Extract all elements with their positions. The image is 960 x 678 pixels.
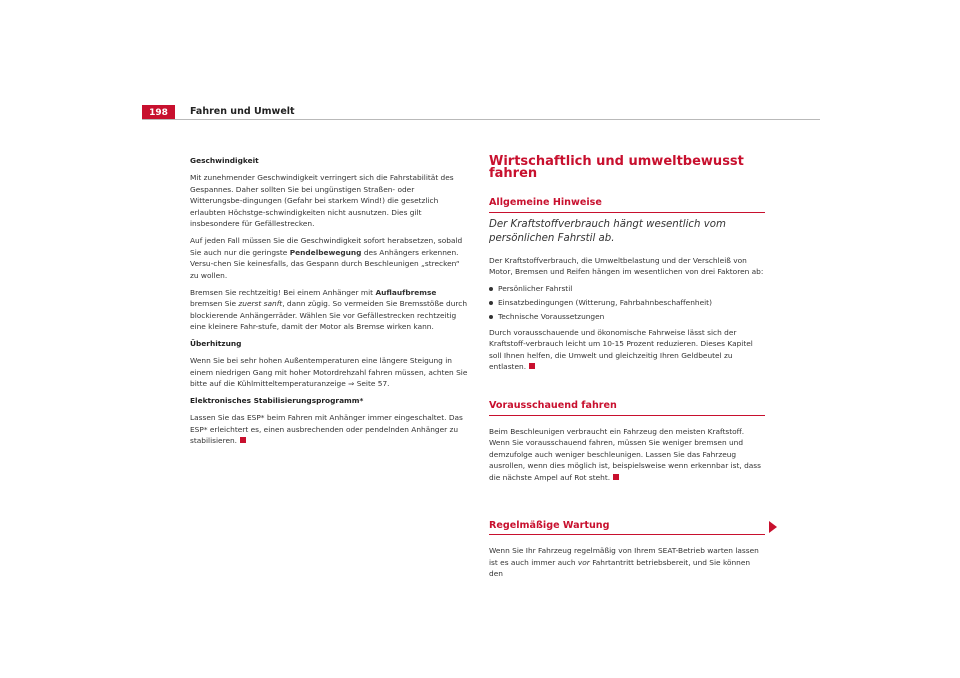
bold-term: Pendelbewegung [289,247,362,257]
esp-paragraph [190,412,468,447]
section-heading-maintenance: Regelmäßige Wartung [489,520,765,536]
list-item-text: Einsatzbedingungen (Witterung, Fahrbahnbeschaffenheit) [498,298,712,307]
list-item [489,311,765,323]
text-run: Wenn Sie bei sehr hohen Außentemperaturen eine längere Steigung in einem niedrigen Gang mit hoher Motordrehzahl fahren müssen, achten Sie bitte auf die Kühlmitteltemperaturanzeige [190,356,468,388]
bullet-icon [489,301,493,305]
left-column [190,155,468,452]
list-item-text: Technische Voraussetzungen [498,312,605,321]
text-run: Auf jeden Fall müssen Sie die Geschwindigkeit sofort herabsetzen, sobald Sie auch nur die geringste [190,236,463,257]
text-run: bremsen Sie [190,299,239,308]
list-item-text: Persönlicher Fahrstil [498,284,573,293]
next-page-arrow-icon[interactable] [769,521,777,533]
speed-paragraph-3 [190,287,468,333]
list-item [489,283,765,295]
stop-square-icon [613,474,619,480]
text-run: Durch vorausschauende und ökonomische Fahrweise lässt sich der Kraftstoff-verbrauch leicht um 10-15 Prozent reduzieren. Dieses Kapitel soll Ihnen helfen, die Umwelt und gleichzeitig Ihren Geldbeutel zu entlasten. [489,327,753,371]
stop-square-icon [529,363,535,369]
text-run: Lassen Sie das ESP* beim Fahren mit Anhänger immer eingeschaltet. Das ESP* erleichtert es, einen ausbrechenden oder pendelnden Anhänger zu stabilisieren. [190,413,463,445]
main-heading: Wirtschaftlich und umweltbewusst fahren [489,154,744,181]
list-item [489,297,765,309]
bullet-icon [489,287,493,291]
stop-square-icon [240,437,246,443]
chapter-title: Fahren und Umwelt [190,106,295,117]
overheat-heading: Überhitzung [190,339,242,348]
italic-term: zuerst sanft [238,299,283,308]
speed-paragraph-1: Mit zunehmender Geschwindigkeit verringert sich die Fahrstabilität des Gespannes. Daher sollten Sie bei ungünstigen Straßen- oder Witterungsbe-dingungen (Gefahr bei starkem Wind!) die gesetzlich erlaubten Höchstge-schwindigkeiten nicht ausnutzen. Dies gilt insbesondere für Gefällestrecken. [190,173,454,228]
speed-paragraph-2 [190,235,468,281]
bullet-icon [489,315,493,319]
esp-heading: Elektronisches Stabilisierungsprogramm* [190,396,364,405]
anticipate-paragraph [489,426,765,484]
text-run: , dann zügig. So vermeiden Sie Bremsstöße durch blockierende Anhängerräder. Wählen Sie vor Gefällestrecken rechtzeitig eine kleinere Fahr-stufe, damit der Motor als Bremse wirken kann. [190,299,468,331]
factor-list [489,283,765,323]
italic-term: vor [577,557,590,567]
text-run: Beim Beschleunigen verbraucht ein Fahrzeug den meisten Kraftstoff. Wenn Sie vorausschauend fahren, müssen Sie weniger bremsen und demzufolge auch weniger beschleunigen. Lassen Sie das Fahrzeug ausrollen, wenn dies möglich ist, beispielsweise wenn erkennbar ist, dass die nächste Ampel auf Rot steht. [489,426,761,482]
page-number-badge: 198 [142,105,175,120]
text-run: Fahrtantritt betriebsbereit, und Sie können den [489,557,751,578]
text-run: Bremsen Sie rechtzeitig! Bei einem Anhänger mit [190,287,376,297]
right-column [489,156,765,585]
header-divider [142,119,820,120]
section-heading-anticipate: Vorausschauend fahren [489,400,765,416]
page-reference-link[interactable]: Seite 57. [354,379,390,388]
text-run: des Anhängers erkennen. Versu-chen Sie keinesfalls, das Gespann durch Beschleunigen „strecken“ zu wollen. [190,247,460,280]
section-heading-general: Allgemeine Hinweise [489,197,765,213]
cross-reference-arrow-icon: ⇒ [348,379,355,388]
speed-heading: Geschwindigkeit [190,156,259,165]
section-lead: Der Kraftstoffverbrauch hängt wesentlich vom persönlichen Fahrstil ab. [489,218,726,244]
text-run: Wenn Sie Ihr Fahrzeug regelmäßig von Ihrem SEAT-Betrieb warten lassen ist es auch immer auch [489,546,759,567]
bold-term: Auflaufbremse [375,287,437,297]
overheat-paragraph [190,355,468,390]
maintenance-paragraph [489,545,765,580]
general-paragraph-2 [489,327,765,373]
general-paragraph-1: Der Kraftstoffverbrauch, die Umweltbelastung und der Verschleiß von Motor, Bremsen und Reifen hängen im wesentlichen von drei Faktoren ab: [489,255,764,276]
